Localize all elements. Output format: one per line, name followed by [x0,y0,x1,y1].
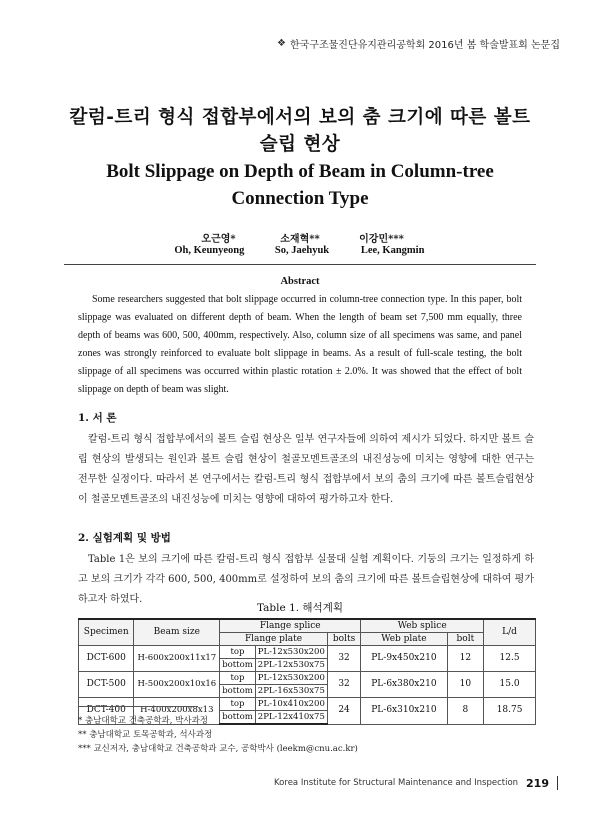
author-ko-1: 오근영* [201,234,236,245]
english-title [60,158,540,212]
page-number: 219 [526,776,549,790]
cell-specimen: DCT-600 [79,646,134,672]
section2-body: Table 1은 보의 크기에 따른 칼럼-트리 형식 접합부 실물대 실험 계획이다. 기둥의 크기는 일정하게 하고 보의 크기가 각각 600, 500, 400mm로 설정하여 보의 춤의 크기에 따른 볼트슬립현상에 대하여 평가하고자 하였다. [78,554,534,605]
cell-beam-size: H-600x200x11x17 [134,646,220,672]
cell-web-plate: PL-6x310x210 [361,698,447,725]
cell-ld: 18.75 [484,698,536,725]
journal-header [277,36,560,51]
author-ko-3: 이강민*** [359,234,404,245]
footnote-divider [78,706,198,707]
header-web-plate: Web plate [361,633,447,646]
header-flange-plate: Flange plate [220,633,328,646]
header-ld: L/d [484,619,536,646]
cell-bolt: 12 [447,646,484,672]
table-row [79,646,536,659]
footer-divider [557,776,558,790]
cell-position: top [220,698,256,711]
header-web-splice: Web splice [361,619,484,633]
cell-position: bottom [220,711,256,725]
specimen-table [78,618,536,725]
table-row [79,672,536,685]
cell-flange-plate: PL-12x530x200 [255,672,327,685]
table-caption: Table 1. 해석계획 [256,602,343,614]
cell-web-plate: PL-9x450x210 [361,646,447,672]
cell-flange-plate: 2PL-16x530x75 [255,685,327,698]
cell-ld: 15.0 [484,672,536,698]
title-divider [64,264,536,265]
footnote-3: *** 교신저자, 충남대학교 건축공학과 교수, 공학박사 (leekm@cnu.ac.kr) [78,744,358,754]
author-en-1: Oh, Keunyeong [174,245,245,256]
abstract-heading: Abstract [280,276,320,287]
cell-flange-plate: 2PL-12x410x75 [255,711,327,725]
header-bolt: bolt [447,633,484,646]
footer-institute: Korea Institute for Structural Maintenance and Inspection [274,778,519,788]
cell-position: bottom [220,685,256,698]
cell-bolt: 10 [447,672,484,698]
english-title-line2: Connection Type [231,188,369,209]
cell-bolts: 32 [327,646,360,672]
cell-bolts: 24 [327,698,360,725]
footnote-2: ** 충남대학교 토목공학과, 석사과정 [78,730,213,740]
cell-bolt: 8 [447,698,484,725]
author-ko-2: 소재혁** [280,234,320,245]
authors-korean [0,230,600,245]
page-footer [274,776,558,790]
header-beam-size: Beam size [134,619,220,646]
cell-position: top [220,646,256,659]
author-en-3: Lee, Kangmin [360,245,425,256]
authors-english [0,245,600,256]
korean-title-line1: 칼럼-트리 형식 접합부에서의 보의 춤 크기에 따른 볼트 [69,107,531,128]
cell-flange-plate: 2PL-12x530x75 [255,659,327,672]
cell-flange-plate: PL-12x530x200 [255,646,327,659]
cell-position: top [220,672,256,685]
section2-heading: 2. 실험계획 및 방법 [78,532,171,544]
cell-beam-size: H-400x200x8x13 [134,698,220,725]
section1-heading: 1. 서 론 [78,412,117,424]
cell-bolts: 32 [327,672,360,698]
header-bolts: bolts [327,633,360,646]
author-en-2: So, Jaehyuk [274,245,330,256]
abstract-body: Some researchers suggested that bolt slippage occurred in column-tree connection type. In this paper, bolt slippage was evaluated on different depth of beam. When the length of beam set 7,500 mm equally, three depth of beams was 600, 500, 400mm, respectively. Also, column size of all specimens was same, and panel zones was strongly reinforced to evaluate bolt slippage in beams. As a result of full-scale testing, the bolt slippage of all specimens was occurred within plastic rotation ± 2.0%. It was showed that the effect of bolt slippage on depth of beam was slight. [78,294,522,395]
korean-title [60,104,540,158]
english-title-line1: Bolt Slippage on Depth of Beam in Column-tree [106,161,494,182]
cell-position: bottom [220,659,256,672]
header-specimen: Specimen [79,619,134,646]
cell-web-plate: PL-6x380x210 [361,672,447,698]
section1-body: 칼럼-트리 형식 접합부에서의 볼트 슬립 현상은 일부 연구자들에 의하여 제시가 되었다. 하지만 볼트 슬립 현상의 발생되는 원인과 볼트 슬립 현상이 철골모멘트골조의 내진성능에 미치는 영향에 대한 연구는 전무한 실정이다. 따라서 본 연구에서는 칼럼-트리 형식 접합부에서 보의 춤의 크기에 따른 볼트슬립현상이 철골모멘트골조의 내진성능에 미치는 영향에 대하여 평가하고자 한다. [78,434,534,505]
cell-ld: 12.5 [484,646,536,672]
korean-title-line2: 슬립 현상 [259,134,341,155]
header-flange-splice: Flange splice [220,619,361,633]
footnote-1: * 충남대학교 건축공학과, 박사과정 [78,716,209,726]
cell-flange-plate: PL-10x410x200 [255,698,327,711]
journal-name: 한국구조물진단유지관리공학회 2016년 봄 학술발표회 논문집 [289,40,560,51]
cell-specimen: DCT-400 [79,698,134,725]
diamond-ornament-icon: ❖ [277,38,286,49]
cell-specimen: DCT-500 [79,672,134,698]
cell-beam-size: H-500x200x10x16 [134,672,220,698]
table-row [79,698,536,711]
